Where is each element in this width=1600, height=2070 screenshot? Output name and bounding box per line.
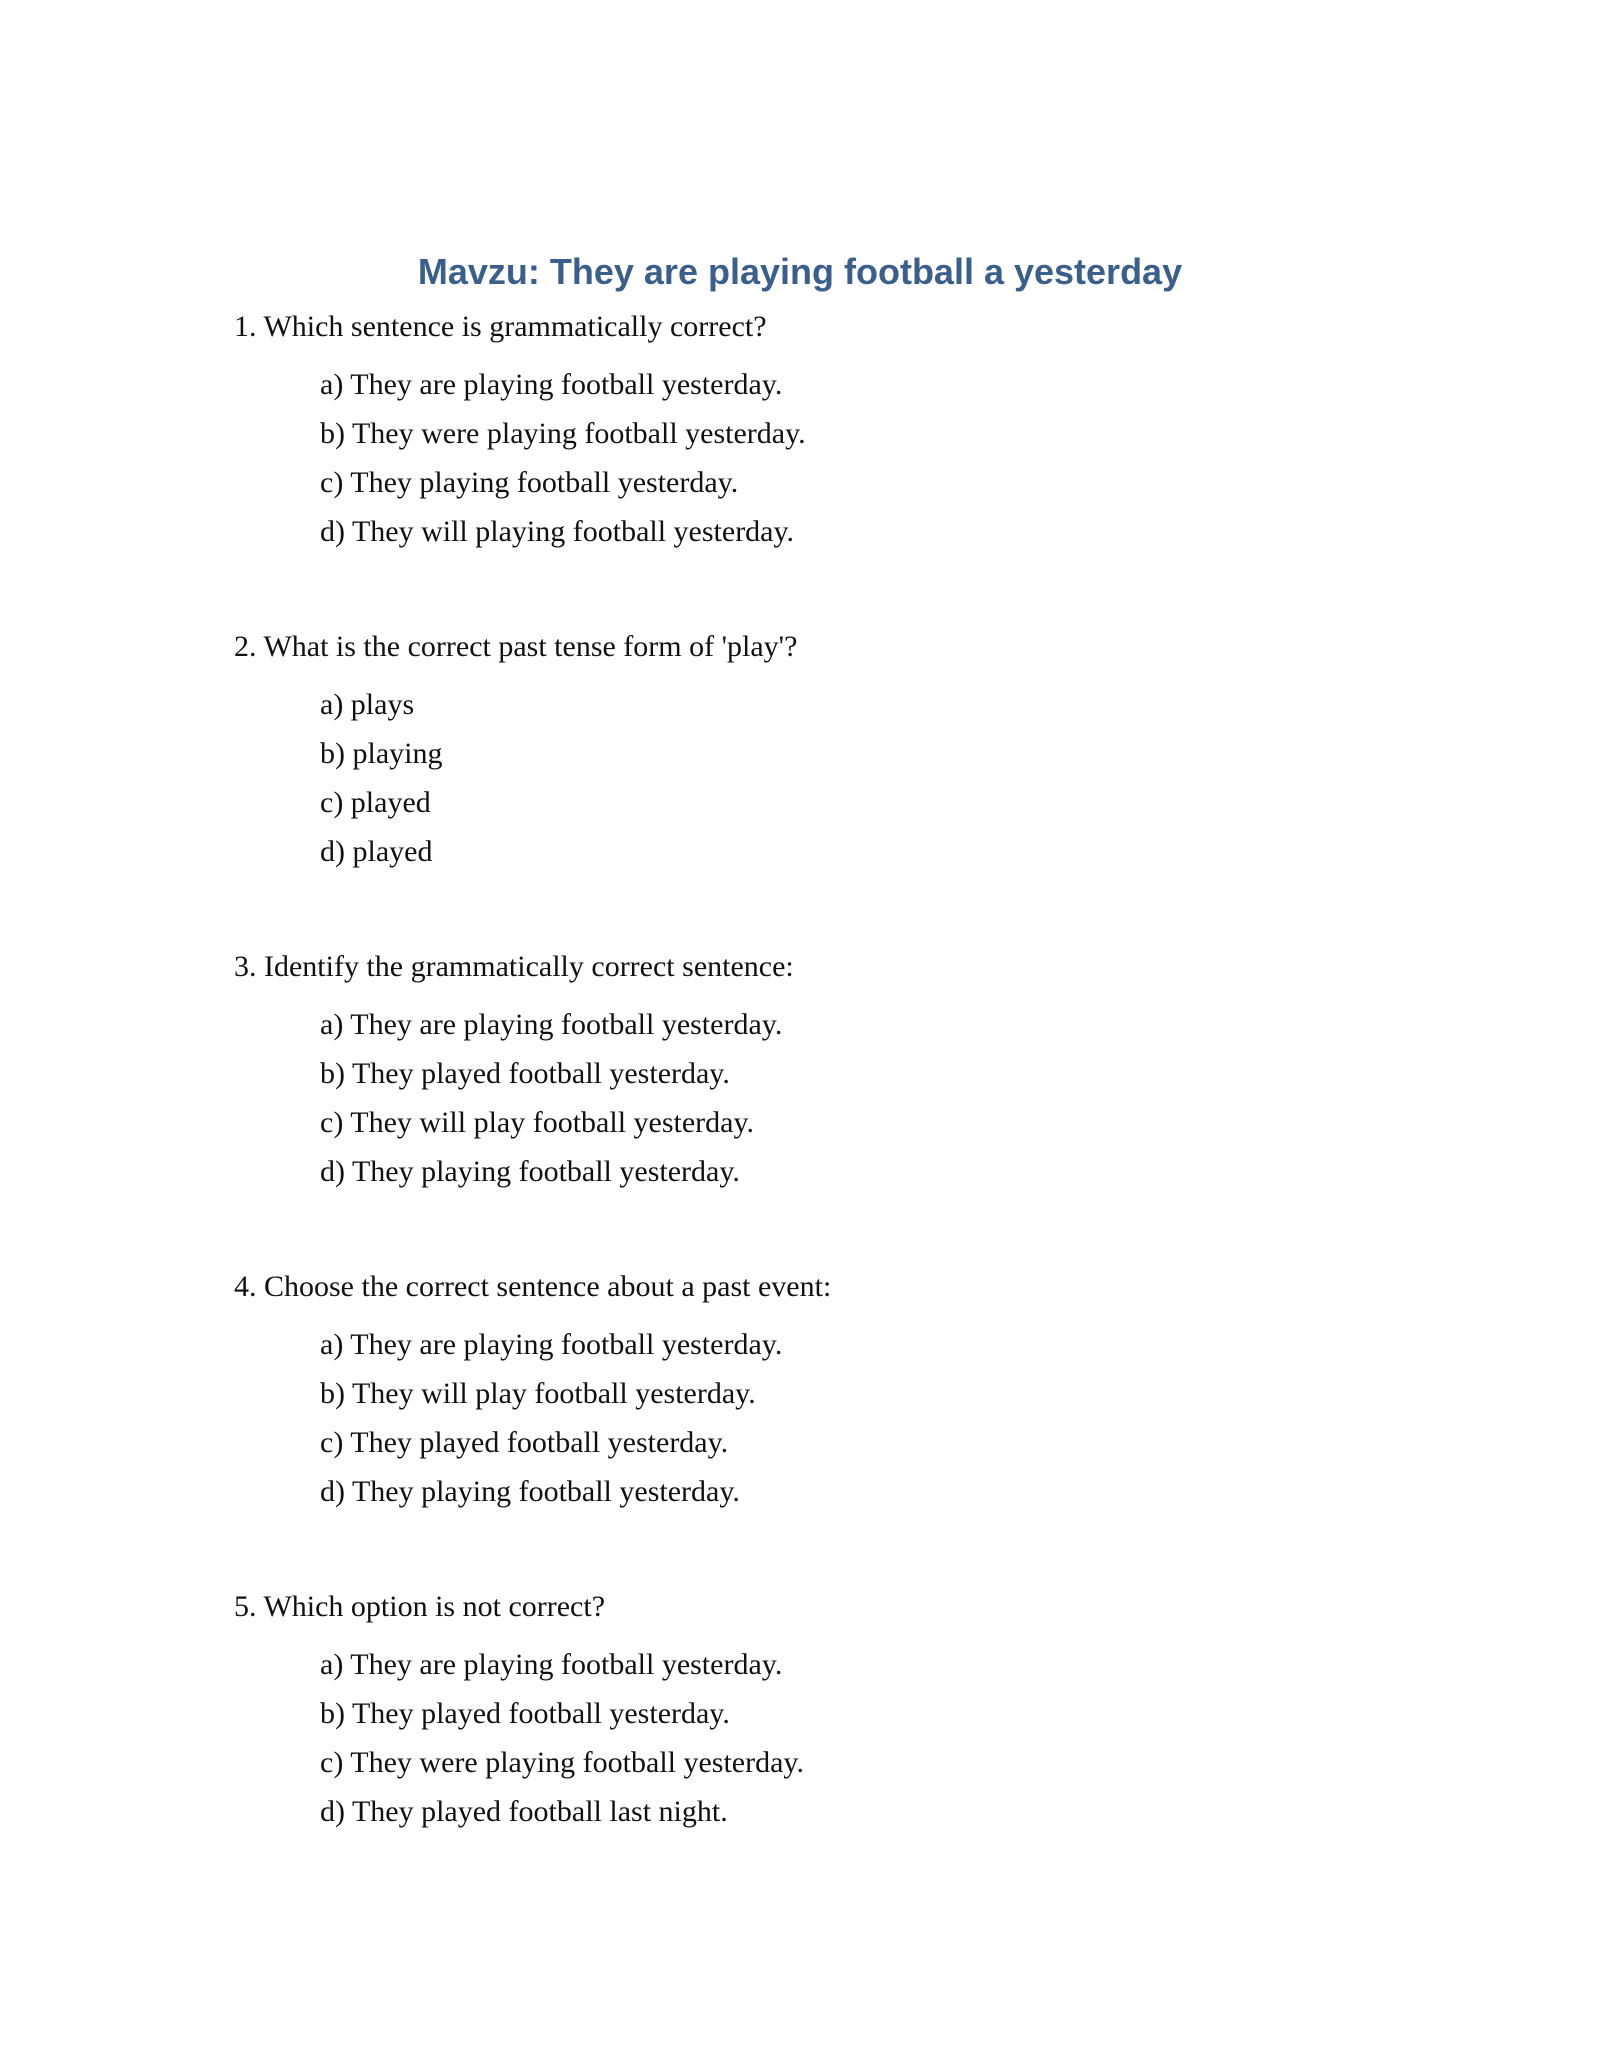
option-b: b) They played football yesterday. <box>320 1697 730 1730</box>
option-d: d) They playing football yesterday. <box>320 1155 740 1188</box>
question-3 <box>234 947 1434 1201</box>
option-c: c) They were playing football yesterday. <box>320 1746 804 1779</box>
option-d: d) They will playing football yesterday. <box>320 515 795 548</box>
page-title: Mavzu: They are playing football a yesterday <box>417 251 1183 292</box>
question-text: 1. Which sentence is grammatically correct? <box>234 310 767 343</box>
option-d: d) played <box>320 835 433 868</box>
option-b: b) They played football yesterday. <box>320 1057 730 1090</box>
option-b: b) They were playing football yesterday. <box>320 417 806 450</box>
question-4 <box>234 1267 1434 1521</box>
option-d: d) They played football last night. <box>320 1795 728 1828</box>
option-b: b) playing <box>320 737 443 770</box>
option-a: a) They are playing football yesterday. <box>320 1328 783 1361</box>
question-text: 3. Identify the grammatically correct sentence: <box>234 950 794 983</box>
question-2 <box>234 627 1434 881</box>
option-c: c) They played football yesterday. <box>320 1426 729 1459</box>
question-text: 2. What is the correct past tense form of 'play'? <box>234 630 798 663</box>
option-a: a) They are playing football yesterday. <box>320 1008 783 1041</box>
option-a: a) They are playing football yesterday. <box>320 368 783 401</box>
option-c: c) played <box>320 786 431 819</box>
option-c: c) They playing football yesterday. <box>320 466 739 499</box>
options-list <box>234 1325 1434 1521</box>
option-b: b) They will play football yesterday. <box>320 1377 756 1410</box>
question-5 <box>234 1587 1434 1841</box>
options-list <box>234 1005 1434 1201</box>
options-list <box>234 685 1434 881</box>
question-text: 4. Choose the correct sentence about a past event: <box>234 1270 832 1303</box>
option-a: a) They are playing football yesterday. <box>320 1648 783 1681</box>
option-a: a) plays <box>320 688 415 721</box>
option-d: d) They playing football yesterday. <box>320 1475 740 1508</box>
question-text: 5. Which option is not correct? <box>234 1590 606 1623</box>
option-c: c) They will play football yesterday. <box>320 1106 755 1139</box>
options-list <box>234 365 1434 561</box>
question-1 <box>234 307 1434 561</box>
options-list <box>234 1645 1434 1841</box>
